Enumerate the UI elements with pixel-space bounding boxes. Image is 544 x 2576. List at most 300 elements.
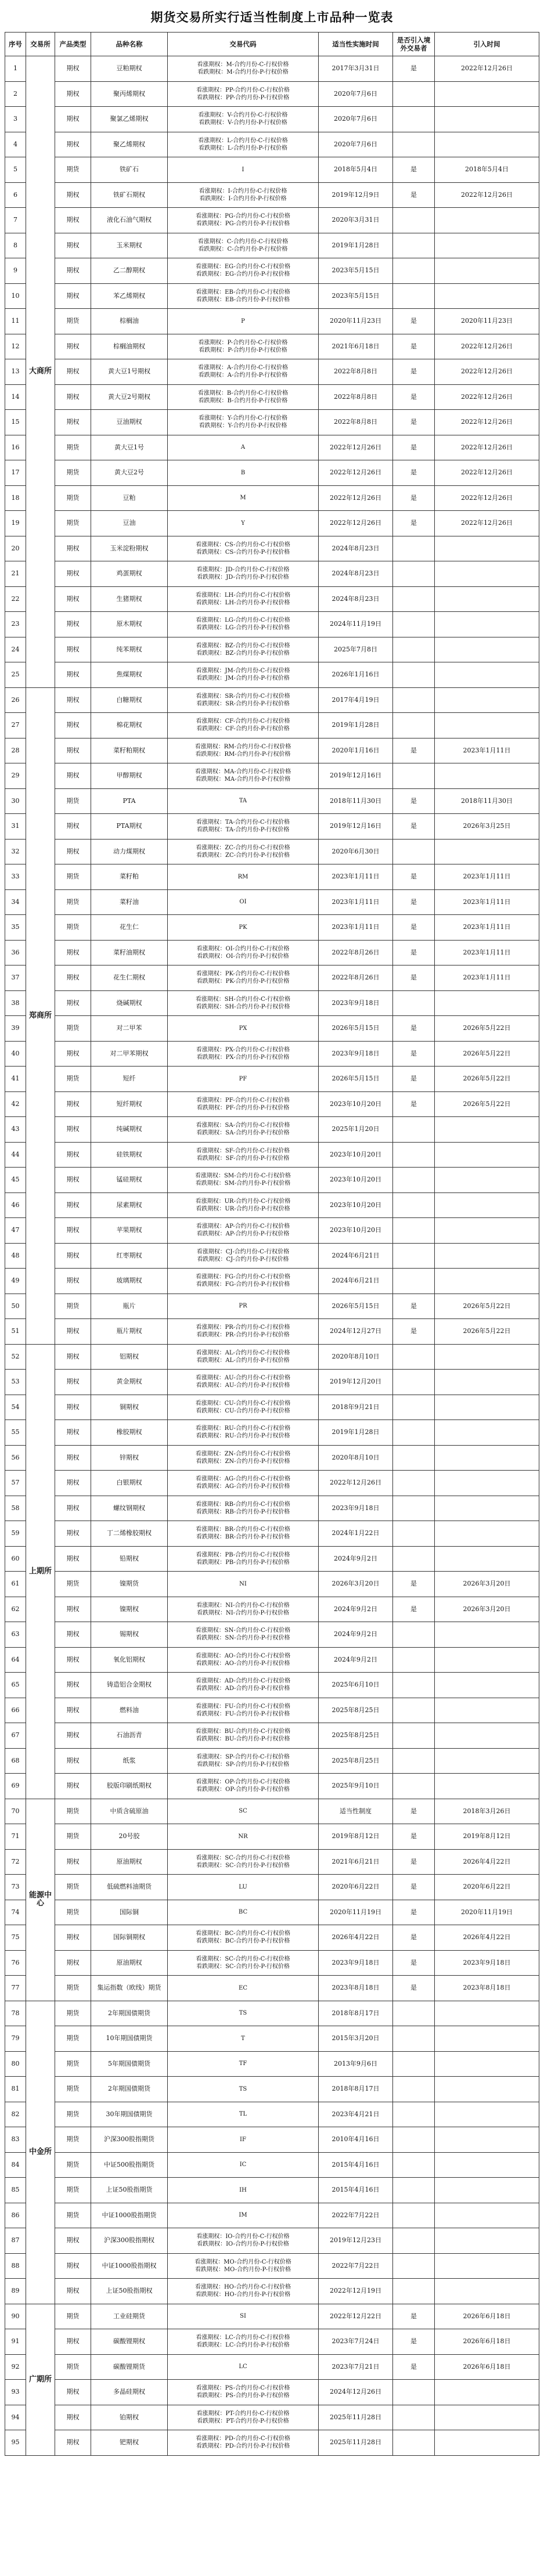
introduction-date <box>435 2430 539 2456</box>
trade-code-line: 看跌期权：SC-合约月份-P-行权价格 <box>196 1862 290 1869</box>
product-type: 期权 <box>55 1471 91 1496</box>
product-type: 期权 <box>55 1849 91 1875</box>
table-row <box>5 1117 539 1143</box>
foreign-trader-flag <box>393 1168 435 1193</box>
variety-name: 菜籽粕期权 <box>91 738 168 763</box>
trade-code <box>168 1799 319 1824</box>
trade-code <box>168 511 319 536</box>
trade-code <box>168 107 319 132</box>
table-row <box>5 157 539 183</box>
trade-code <box>168 1344 319 1370</box>
implementation-date: 2022年8月8日 <box>319 359 393 385</box>
foreign-trader-flag: 是 <box>393 384 435 410</box>
implementation-date: 2026年5月15日 <box>319 1016 393 1042</box>
variety-name: 纯碱期权 <box>91 1117 168 1143</box>
foreign-trader-flag <box>393 561 435 587</box>
implementation-date: 2023年1月11日 <box>319 915 393 941</box>
foreign-trader-flag <box>393 283 435 309</box>
trade-code <box>168 1875 319 1900</box>
trade-code-line: 看跌期权：SH-合约月份-P-行权价格 <box>196 1003 290 1010</box>
product-type: 期货 <box>55 2152 91 2178</box>
implementation-date: 2020年1月16日 <box>319 738 393 763</box>
trade-code-line: 看涨期权：MA-合约月份-C-行权价格 <box>194 769 291 776</box>
trade-code-line: SI <box>240 2313 246 2320</box>
product-type: 期权 <box>55 561 91 587</box>
trade-code-line: 看跌期权：AG-合约月份-P-行权价格 <box>196 1483 290 1490</box>
trade-code <box>168 1471 319 1496</box>
trade-code <box>168 1168 319 1193</box>
variety-name: 棉花期权 <box>91 713 168 738</box>
variety-name: 镍期货 <box>91 1572 168 1597</box>
implementation-date: 2022年12月26日 <box>319 460 393 486</box>
introduction-date <box>435 1673 539 1698</box>
implementation-date: 2025年8月25日 <box>319 1723 393 1749</box>
row-number: 57 <box>5 1471 26 1496</box>
table-row <box>5 1723 539 1749</box>
row-number: 11 <box>5 309 26 334</box>
row-number: 92 <box>5 2354 26 2380</box>
row-number: 6 <box>5 182 26 208</box>
trade-code-line: 看跌期权：LG-合约月份-P-行权价格 <box>196 625 290 632</box>
product-type: 期货 <box>55 2203 91 2228</box>
variety-name: 菜籽油期权 <box>91 940 168 965</box>
row-number: 84 <box>5 2152 26 2178</box>
trade-code-line: 看跌期权：M-合约月份-P-行权价格 <box>197 69 289 76</box>
trade-code-line: 看跌期权：PX-合约月份-P-行权价格 <box>196 1054 290 1061</box>
foreign-trader-flag <box>393 586 435 612</box>
introduction-date <box>435 2203 539 2228</box>
product-type: 期权 <box>55 2329 91 2355</box>
implementation-date: 2024年1月22日 <box>319 1521 393 1547</box>
trade-code <box>168 713 319 738</box>
implementation-date: 2019年12月16日 <box>319 814 393 840</box>
table-row <box>5 1950 539 1976</box>
product-type: 期货 <box>55 864 91 890</box>
product-type: 期货 <box>55 889 91 915</box>
variety-name: 乙二醇期权 <box>91 258 168 284</box>
trade-code-line: 看涨期权：PP-合约月份-C-行权价格 <box>196 87 290 93</box>
trade-code-line: M <box>240 495 246 502</box>
trade-code-line: IH <box>239 2186 247 2193</box>
implementation-date: 2018年5月4日 <box>319 157 393 183</box>
introduction-date <box>435 81 539 107</box>
trade-code-line: 看跌期权：CS-合约月份-P-行权价格 <box>196 549 290 556</box>
trade-code <box>168 384 319 410</box>
trade-code-line: NR <box>238 1833 248 1840</box>
row-number: 72 <box>5 1849 26 1875</box>
variety-name: 苯乙烯期权 <box>91 283 168 309</box>
table-row <box>5 2203 539 2228</box>
trade-code-line: 看涨期权：BU-合约月份-C-行权价格 <box>195 1728 291 1735</box>
table-row <box>5 763 539 789</box>
foreign-trader-flag <box>393 2430 435 2456</box>
trade-code-line: LC <box>239 2364 247 2370</box>
variety-name: 白糖期权 <box>91 687 168 713</box>
foreign-trader-flag: 是 <box>393 1900 435 1925</box>
trade-code <box>168 1900 319 1925</box>
table-row <box>5 56 539 82</box>
variety-name: 红枣期权 <box>91 1243 168 1269</box>
trade-code <box>168 1976 319 2001</box>
trade-code <box>168 738 319 763</box>
trade-code-line: EC <box>239 1984 247 1991</box>
implementation-date: 2020年7月6日 <box>319 107 393 132</box>
variety-name: 动力煤期权 <box>91 839 168 864</box>
variety-name: 锌期权 <box>91 1445 168 1471</box>
trade-code-line: 看跌期权：I-合约月份-P-行权价格 <box>199 195 287 202</box>
trade-code <box>168 258 319 284</box>
variety-name: 集运指数（欧线）期货 <box>91 1976 168 2001</box>
product-type: 期货 <box>55 1016 91 1042</box>
variety-name: 对二甲苯期权 <box>91 1041 168 1067</box>
trade-code-line: 看跌期权：JD-合约月份-P-行权价格 <box>197 574 289 581</box>
trade-code <box>168 2279 319 2304</box>
introduction-date: 2023年8月18日 <box>435 1976 539 2001</box>
row-number: 17 <box>5 460 26 486</box>
implementation-date: 2015年4月16日 <box>319 2152 393 2178</box>
table-row <box>5 1471 539 1496</box>
trade-code <box>168 132 319 157</box>
foreign-trader-flag <box>393 1117 435 1143</box>
variety-name: 10年期国债期货 <box>91 2026 168 2052</box>
introduction-date: 2023年1月11日 <box>435 889 539 915</box>
variety-name: PTA期权 <box>91 814 168 840</box>
row-number: 2 <box>5 81 26 107</box>
foreign-trader-flag: 是 <box>393 2304 435 2329</box>
table-row <box>5 1016 539 1042</box>
table-row <box>5 1799 539 1824</box>
foreign-trader-flag: 是 <box>393 309 435 334</box>
trade-code-line: PX <box>239 1025 247 1032</box>
implementation-date: 2017年4月19日 <box>319 687 393 713</box>
variety-name: 尿素期权 <box>91 1192 168 1218</box>
row-number: 23 <box>5 612 26 637</box>
trade-code-line: 看涨期权：JD-合约月份-C-行权价格 <box>196 567 290 574</box>
introduction-date <box>435 2051 539 2077</box>
product-type: 期货 <box>55 1875 91 1900</box>
foreign-trader-flag <box>393 2228 435 2254</box>
trade-code <box>168 2380 319 2405</box>
implementation-date: 2015年4月16日 <box>319 2178 393 2203</box>
row-number: 69 <box>5 1774 26 1799</box>
product-type: 期权 <box>55 1723 91 1749</box>
table-row <box>5 1294 539 1319</box>
implementation-date: 2025年9月10日 <box>319 1774 393 1799</box>
variety-name: 聚乙烯期权 <box>91 132 168 157</box>
table-row <box>5 940 539 965</box>
variety-name: 螺纹钢期权 <box>91 1496 168 1521</box>
implementation-date: 2024年9月2日 <box>319 1622 393 1648</box>
introduction-date <box>435 2405 539 2430</box>
foreign-trader-flag: 是 <box>393 460 435 486</box>
trade-code <box>168 864 319 890</box>
introduction-date: 2026年5月22日 <box>435 1091 539 1117</box>
introduction-date: 2020年6月22日 <box>435 1875 539 1900</box>
trade-code-line: 看涨期权：RB-合约月份-C-行权价格 <box>196 1501 290 1508</box>
product-type: 期权 <box>55 132 91 157</box>
foreign-trader-flag <box>393 662 435 688</box>
trade-code-line: TF <box>239 2060 247 2067</box>
implementation-date: 2023年8月18日 <box>319 1976 393 2001</box>
product-type: 期权 <box>55 839 91 864</box>
product-type: 期权 <box>55 1395 91 1420</box>
trade-code <box>168 182 319 208</box>
trade-code <box>168 1647 319 1673</box>
implementation-date: 2023年9月18日 <box>319 1496 393 1521</box>
trade-code <box>168 536 319 561</box>
introduction-date <box>435 1370 539 1395</box>
foreign-trader-flag <box>393 1748 435 1774</box>
foreign-trader-flag <box>393 1622 435 1648</box>
trade-code-line: 看涨期权：AG-合约月份-C-行权价格 <box>195 1476 291 1483</box>
product-type: 期货 <box>55 485 91 511</box>
trade-code <box>168 1269 319 1294</box>
variety-name: 低硫燃料油期货 <box>91 1875 168 1900</box>
variety-name: 瓶片期权 <box>91 1319 168 1345</box>
table-row <box>5 1572 539 1597</box>
implementation-date: 2022年8月26日 <box>319 965 393 991</box>
row-number: 42 <box>5 1091 26 1117</box>
trade-code <box>168 763 319 789</box>
row-number: 81 <box>5 2077 26 2102</box>
header-type: 产品类型 <box>55 33 91 56</box>
foreign-trader-flag <box>393 2077 435 2102</box>
product-type: 期权 <box>55 1319 91 1345</box>
table-row <box>5 1597 539 1622</box>
introduction-date: 2020年11月19日 <box>435 1900 539 1925</box>
variety-name: 花生仁 <box>91 915 168 941</box>
foreign-trader-flag: 是 <box>393 738 435 763</box>
trade-code-line: 看跌期权：IO-合约月份-P-行权价格 <box>197 2241 289 2248</box>
row-number: 47 <box>5 1218 26 1244</box>
introduction-date <box>435 561 539 587</box>
table-row <box>5 713 539 738</box>
table-row <box>5 1445 539 1471</box>
product-type: 期权 <box>55 81 91 107</box>
variety-name: 黄大豆2号期权 <box>91 384 168 410</box>
trade-code-line: 看跌期权：HO-合约月份-P-行权价格 <box>195 2292 291 2298</box>
trade-code-line: 看涨期权：TA-合约月份-C-行权价格 <box>196 819 290 826</box>
trade-code-line: 看涨期权：Y-合约月份-C-行权价格 <box>198 415 288 422</box>
product-type: 期权 <box>55 1041 91 1067</box>
trade-code-line: 看涨期权：A-合约月份-C-行权价格 <box>197 365 288 372</box>
variety-name: 燃料油 <box>91 1698 168 1723</box>
row-number: 95 <box>5 2430 26 2456</box>
table-row <box>5 1041 539 1067</box>
trade-code-line: 看跌期权：B-合约月份-P-行权价格 <box>198 397 288 404</box>
product-type: 期权 <box>55 2430 91 2456</box>
table-row <box>5 1344 539 1370</box>
trade-code-line: 看跌期权：L-合约月份-P-行权价格 <box>199 145 287 152</box>
implementation-date: 2025年8月25日 <box>319 1748 393 1774</box>
product-type: 期权 <box>55 1521 91 1547</box>
introduction-date: 2022年12月26日 <box>435 182 539 208</box>
implementation-date: 2019年1月28日 <box>319 1420 393 1446</box>
trade-code <box>168 2228 319 2254</box>
foreign-trader-flag: 是 <box>393 1597 435 1622</box>
introduction-date: 2026年4月22日 <box>435 1925 539 1951</box>
introduction-date: 2026年5月22日 <box>435 1067 539 1092</box>
trade-code-line: 看涨期权：I-合约月份-C-行权价格 <box>199 188 287 194</box>
variety-name: 瓶片 <box>91 1294 168 1319</box>
table-row <box>5 208 539 233</box>
table-row <box>5 132 539 157</box>
introduction-date: 2023年1月11日 <box>435 965 539 991</box>
trade-code <box>168 233 319 258</box>
variety-name: 胶版印刷纸期权 <box>91 1774 168 1799</box>
variety-name: 玉米期权 <box>91 233 168 258</box>
implementation-date: 2018年8月17日 <box>319 2077 393 2102</box>
foreign-trader-flag <box>393 208 435 233</box>
variety-name: 石油沥青 <box>91 1723 168 1749</box>
row-number: 13 <box>5 359 26 385</box>
row-number: 63 <box>5 1622 26 1648</box>
row-number: 8 <box>5 233 26 258</box>
trade-code-line: 看涨期权：CF-合约月份-C-行权价格 <box>196 718 290 725</box>
trade-code <box>168 1420 319 1446</box>
foreign-trader-flag <box>393 1546 435 1572</box>
variety-name: 铂期权 <box>91 2405 168 2430</box>
implementation-date: 2025年11月28日 <box>319 2430 393 2456</box>
foreign-trader-flag <box>393 107 435 132</box>
trade-code-line: 看跌期权：MA-合约月份-P-行权价格 <box>195 776 291 783</box>
trade-code <box>168 1698 319 1723</box>
variety-name: 中证500股指期货 <box>91 2152 168 2178</box>
introduction-date: 2026年5月22日 <box>435 1016 539 1042</box>
implementation-date: 2013年9月6日 <box>319 2051 393 2077</box>
variety-name: 棕榈油期权 <box>91 334 168 359</box>
foreign-trader-flag: 是 <box>393 511 435 536</box>
trade-code-line: TL <box>239 2111 247 2118</box>
introduction-date <box>435 2380 539 2405</box>
introduction-date <box>435 536 539 561</box>
product-type: 期权 <box>55 940 91 965</box>
table-row <box>5 687 539 713</box>
row-number: 36 <box>5 940 26 965</box>
implementation-date: 2020年11月23日 <box>319 309 393 334</box>
implementation-date: 2023年4月21日 <box>319 2102 393 2127</box>
trade-code-line: 看涨期权：MO-合约月份-C-行权价格 <box>194 2258 291 2265</box>
trade-code <box>168 1370 319 1395</box>
foreign-trader-flag: 是 <box>393 435 435 460</box>
implementation-date: 2022年7月22日 <box>319 2203 393 2228</box>
variety-name: 铅期权 <box>91 1546 168 1572</box>
introduction-date <box>435 2152 539 2178</box>
trade-code-line: 看跌期权：AU-合约月份-P-行权价格 <box>196 1382 290 1389</box>
trade-code <box>168 1774 319 1799</box>
trade-code-line: 看跌期权：CJ-合约月份-P-行权价格 <box>197 1256 289 1263</box>
trade-code-line: 看跌期权：ZC-合约月份-P-行权价格 <box>196 852 290 859</box>
trade-code <box>168 1521 319 1547</box>
trade-code-line: 看涨期权：BC-合约月份-C-行权价格 <box>196 1930 290 1937</box>
trade-code <box>168 612 319 637</box>
table-body <box>5 56 539 2456</box>
header-intro: 引入时间 <box>435 33 539 56</box>
foreign-trader-flag: 是 <box>393 1976 435 2001</box>
product-type: 期货 <box>55 1294 91 1319</box>
trade-code-line: 看涨期权：CU-合约月份-C-行权价格 <box>195 1400 291 1407</box>
product-type: 期权 <box>55 1269 91 1294</box>
exchange-cell: 广期所 <box>26 2304 55 2455</box>
table-row <box>5 309 539 334</box>
table-row <box>5 2178 539 2203</box>
trade-code <box>168 1925 319 1951</box>
foreign-trader-flag <box>393 1218 435 1244</box>
table-row <box>5 1496 539 1521</box>
table-row <box>5 81 539 107</box>
trade-code <box>168 915 319 941</box>
foreign-trader-flag <box>393 1370 435 1395</box>
variety-name: 铁矿石期权 <box>91 182 168 208</box>
trade-code-line: 看跌期权：BU-合约月份-P-行权价格 <box>196 1736 290 1743</box>
variety-name: 工业硅期货 <box>91 2304 168 2329</box>
trade-code <box>168 2102 319 2127</box>
product-type: 期货 <box>55 2077 91 2102</box>
implementation-date: 2022年12月26日 <box>319 1471 393 1496</box>
variety-name: 钯期权 <box>91 2430 168 2456</box>
introduction-date <box>435 1471 539 1496</box>
table-row <box>5 839 539 864</box>
trade-code <box>168 2304 319 2329</box>
trade-code-line: 看跌期权：FU-合约月份-P-行权价格 <box>196 1710 290 1717</box>
trade-code-line: 看涨期权：EB-合约月份-C-行权价格 <box>196 289 290 296</box>
trade-code <box>168 410 319 435</box>
variety-name: 中证1000股指期权 <box>91 2253 168 2279</box>
product-type: 期权 <box>55 2380 91 2405</box>
trade-code <box>168 1091 319 1117</box>
trade-code-line: P <box>241 318 245 325</box>
foreign-trader-flag: 是 <box>393 940 435 965</box>
trade-code-line: TS <box>239 2085 247 2092</box>
product-type: 期权 <box>55 814 91 840</box>
product-type: 期权 <box>55 662 91 688</box>
row-number: 32 <box>5 839 26 864</box>
foreign-trader-flag: 是 <box>393 56 435 82</box>
product-type: 期权 <box>55 56 91 82</box>
table-row <box>5 1521 539 1547</box>
variety-name: 硅铁期权 <box>91 1142 168 1168</box>
introduction-date: 2026年3月20日 <box>435 1597 539 1622</box>
trade-code-line: 看跌期权：ZN-合约月份-P-行权价格 <box>196 1458 290 1465</box>
variety-name: 黄大豆1号期权 <box>91 359 168 385</box>
introduction-date <box>435 1269 539 1294</box>
trade-code-line: T <box>241 2035 245 2042</box>
variety-name: 氧化铝期权 <box>91 1647 168 1673</box>
table-row <box>5 1647 539 1673</box>
row-number: 78 <box>5 2001 26 2026</box>
table-row <box>5 1091 539 1117</box>
table-row <box>5 1395 539 1420</box>
introduction-date <box>435 1647 539 1673</box>
table-row <box>5 612 539 637</box>
trade-code-line: BC <box>238 1909 248 1916</box>
foreign-trader-flag: 是 <box>393 410 435 435</box>
row-number: 51 <box>5 1319 26 1345</box>
trade-code <box>168 1041 319 1067</box>
variety-name: PTA <box>91 788 168 814</box>
trade-code <box>168 81 319 107</box>
introduction-date: 2019年8月12日 <box>435 1824 539 1850</box>
trade-code-line: 看涨期权：OP-合约月份-C-行权价格 <box>196 1779 290 1786</box>
product-type: 期权 <box>55 965 91 991</box>
trade-code-line: 看跌期权：AO-合约月份-P-行权价格 <box>196 1660 290 1667</box>
table-row <box>5 864 539 890</box>
trade-code <box>168 1673 319 1698</box>
variety-name: 豆粕 <box>91 485 168 511</box>
trade-code-line: 看跌期权：PT-合约月份-P-行权价格 <box>197 2418 289 2424</box>
row-number: 27 <box>5 713 26 738</box>
trade-code <box>168 1067 319 1092</box>
